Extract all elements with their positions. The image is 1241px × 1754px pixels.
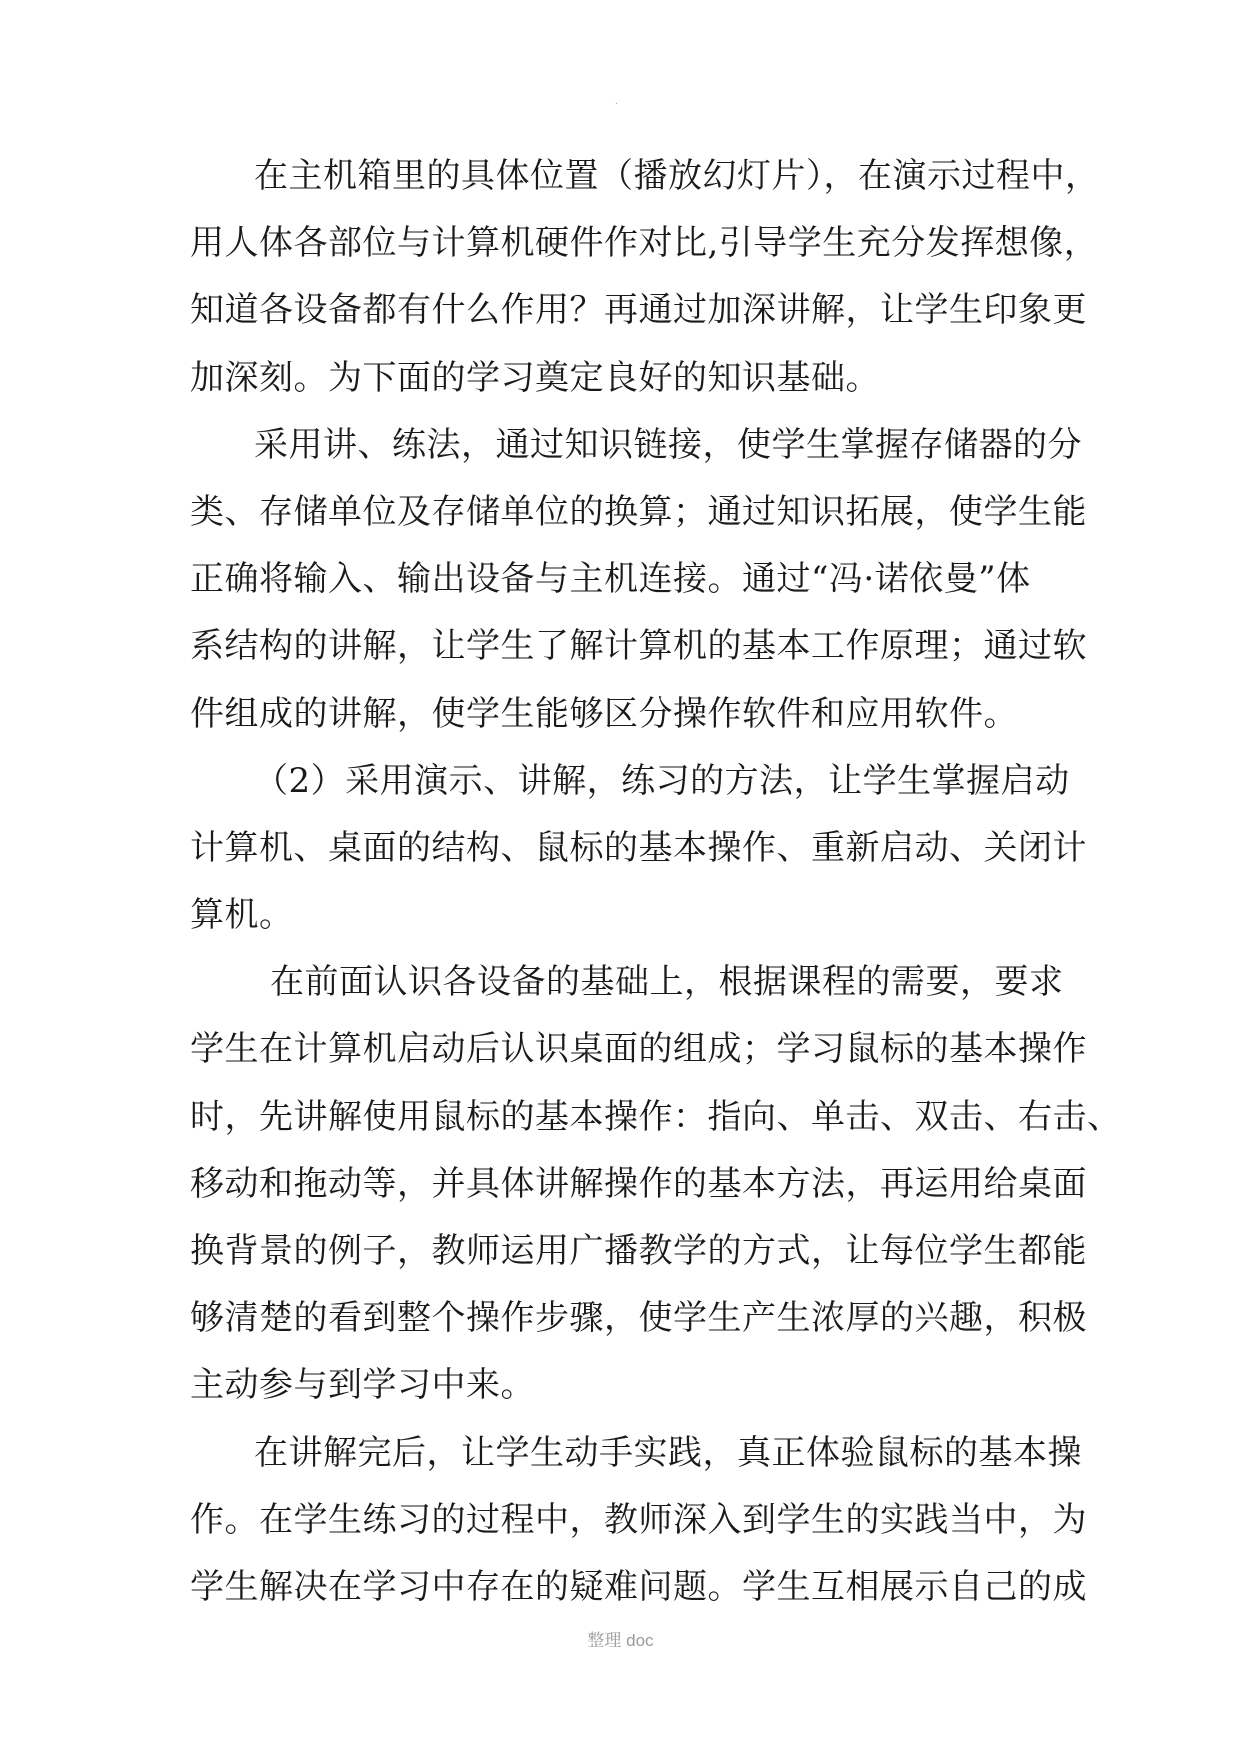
text-line: 正确将输入、输出设备与主机连接。通过“冯·诺依曼”体 <box>190 559 1031 600</box>
text-line: 学生解决在学习中存在的疑难问题。学生互相展示自己的成 <box>190 1566 1087 1607</box>
text-line: 时，先讲解使用鼠标的基本操作：指向、单击、双击、右击、 <box>190 1096 1122 1137</box>
text-line: 类、存储单位及存储单位的换算；通过知识拓展，使学生能 <box>190 491 1087 532</box>
text-line: 换背景的例子，教师运用广播教学的方式，让每位学生都能 <box>190 1231 1087 1271</box>
text-line: 在主机箱里的具体位置（播放幻灯片），在演示过程中， <box>254 156 1100 196</box>
text-line: 系结构的讲解，让学生了解计算机的基本工作原理；通过软 <box>190 626 1087 667</box>
text-line: 算机。 <box>190 895 294 936</box>
text-line: 在讲解完后，让学生动手实践，真正体验鼠标的基本操 <box>254 1432 1082 1473</box>
text-line: 够清楚的看到整个操作步骤，使学生产生浓厚的兴趣，积极 <box>190 1298 1087 1339</box>
text-line: 知道各设备都有什么作用？再通过加深讲解，让学生印象更 <box>190 290 1087 331</box>
page-footer: 整理 doc <box>587 1631 654 1650</box>
text-line: 移动和拖动等，并具体讲解操作的基本方法，再运用给桌面 <box>190 1163 1087 1204</box>
text-line: （2）采用演示、讲解，练习的方法，让学生掌握启动 <box>254 760 1070 801</box>
text-line: 件组成的讲解，使学生能够区分操作软件和应用软件。 <box>190 693 1018 734</box>
header-mark: . <box>615 96 618 107</box>
text-line: 采用讲、练法，通过知识链接，使学生掌握存储器的分 <box>254 424 1082 465</box>
text-line: 计算机、桌面的结构、鼠标的基本操作、重新启动、关闭计 <box>190 827 1087 868</box>
text-line: 作。在学生练习的过程中，教师深入到学生的实践当中，为 <box>190 1499 1087 1540</box>
text-line: 在前面认识各设备的基础上，根据课程的需要，要求 <box>270 962 1064 1003</box>
text-line: 学生在计算机启动后认识桌面的组成；学习鼠标的基本操作 <box>190 1029 1087 1070</box>
text-line: 加深刻。为下面的学习奠定良好的知识基础。 <box>190 357 880 398</box>
document-body <box>190 150 1122 1628</box>
text-line: 主动参与到学习中来。 <box>190 1365 535 1406</box>
text-line: 用人体各部位与计算机硬件作对比,引导学生充分发挥想像， <box>190 223 1099 264</box>
